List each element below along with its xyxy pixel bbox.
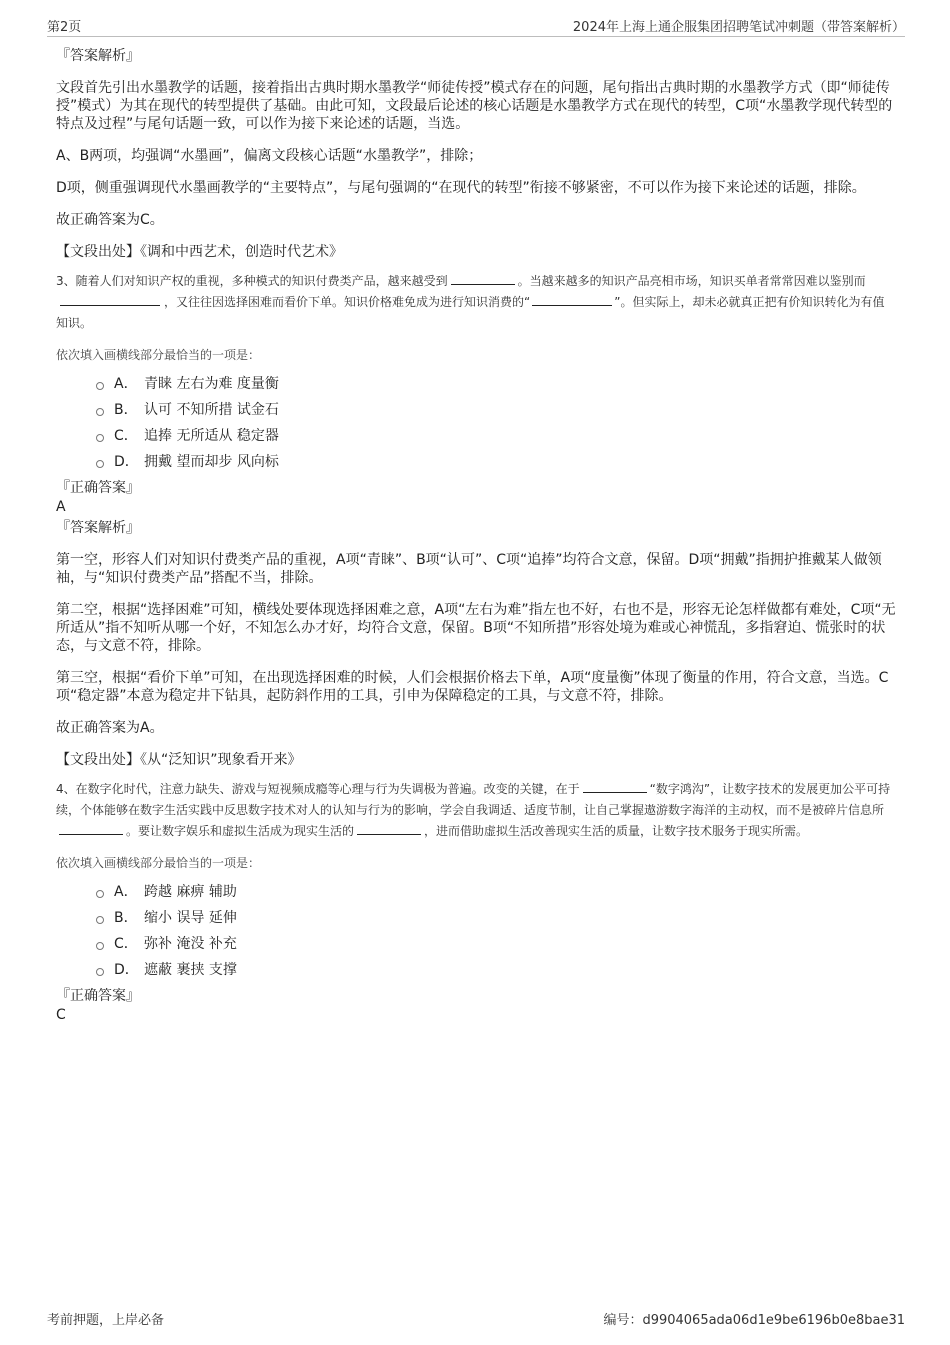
option-b[interactable]: B． 缩小 误导 延伸 xyxy=(56,908,896,934)
correct-answer: A xyxy=(56,499,66,515)
blank-line xyxy=(357,822,421,835)
analysis-heading: 『答案解析』 xyxy=(56,520,140,536)
blank-line xyxy=(451,272,515,285)
document-code: 编号：d9904065ada06d1e9be6196b0e8bae31 xyxy=(603,1313,905,1328)
option-c[interactable]: C． 弥补 淹没 补充 xyxy=(56,934,896,960)
analysis-paragraph: 文段首先引出水墨教学的话题，接着指出古典时期水墨教学“师徒传授”模式存在的问题，尾句指出古典时期的水墨教学方式（即“师徒传授”模式）为其在现代的转型提供了基础。由此可知，文段最后论述的核心话题是水墨教学方式在现代的转型，C项“水墨教学现代转型的特点及过程”与尾句话题一致，可以作为接下来论述的话题，当选。 xyxy=(56,80,893,132)
option-c[interactable]: C． 追捧 无所适从 稳定器 xyxy=(56,426,896,452)
radio-button-icon[interactable] xyxy=(96,968,104,976)
document-title: 2024年上海上通企服集团招聘笔试冲刺题（带答案解析） xyxy=(572,20,905,35)
document-body xyxy=(56,46,896,1024)
footer-slogan: 考前押题，上岸必备 xyxy=(47,1313,165,1328)
analysis-paragraph: D项，侧重强调现代水墨画教学的“主要特点”，与尾句强调的“在现代的转型”衔接不够紧密，不可以作为接下来论述的话题，排除。 xyxy=(56,180,866,196)
radio-button-icon[interactable] xyxy=(96,890,104,898)
option-b[interactable]: B． 认可 不知所措 试金石 xyxy=(56,400,896,426)
analysis-heading: 『答案解析』 xyxy=(56,48,140,64)
radio-button-icon[interactable] xyxy=(96,916,104,924)
correct-answer-heading: 『正确答案』 xyxy=(56,480,140,496)
blank-line xyxy=(583,780,647,793)
radio-button-icon[interactable] xyxy=(96,942,104,950)
analysis-paragraph: A、B两项，均强调“水墨画”，偏离文段核心话题“水墨教学”，排除； xyxy=(56,148,483,164)
option-d[interactable]: D． 拥戴 望而却步 风向标 xyxy=(56,452,896,478)
question-3-stem: 3、随着人们对知识产权的重视，多种模式的知识付费类产品，越来越受到 。当越来越多的知识产品亮相市场，知识买单者常常因难以鉴别而，又往往因选择困难而看价下单。知识价格难免成为进行知识消费的“ ”。但实际上，却未必就真正把有价知识转化为有值知识。 xyxy=(56,274,885,330)
correct-answer-heading: 『正确答案』 xyxy=(56,988,140,1004)
blank-line xyxy=(59,822,123,835)
radio-button-icon[interactable] xyxy=(96,382,104,390)
radio-button-icon[interactable] xyxy=(96,434,104,442)
analysis-paragraph: 第二空，根据“选择困难”可知，横线处要体现选择困难之意，A项“左右为难”指左也不好，右也不是，形容无论怎样做都有难处，C项“无所适从”指不知听从哪一个好，不知怎么办才好，均符合文意，保留。B项“不知所措”形容处境为难或心神慌乱，多指窘迫、慌张时的状态，与文意不符，排除。 xyxy=(56,602,896,654)
question-3-options xyxy=(56,374,896,478)
question-prompt: 依次填入画横线部分最恰当的一项是： xyxy=(56,856,261,870)
answer-summary: 故正确答案为C。 xyxy=(56,212,164,228)
source-citation: 【文段出处】《调和中西艺术，创造时代艺术》 xyxy=(56,244,343,260)
page-footer xyxy=(47,1307,905,1329)
correct-answer: C xyxy=(56,1007,66,1023)
blank-line xyxy=(532,293,612,306)
question-prompt: 依次填入画横线部分最恰当的一项是： xyxy=(56,348,261,362)
page-header xyxy=(47,14,905,37)
radio-button-icon[interactable] xyxy=(96,408,104,416)
answer-summary: 故正确答案为A。 xyxy=(56,720,164,736)
source-citation: 【文段出处】《从“泛知识”现象看开来》 xyxy=(56,752,302,768)
question-4-options xyxy=(56,882,896,986)
analysis-paragraph: 第三空，根据“看价下单”可知，在出现选择困难的时候，人们会根据价格去下单，A项“度量衡”体现了衡量的作用，符合文意，当选。C项“稳定器”本意为稳定井下钻具，起防斜作用的工具，引申为保障稳定的工具，与文意不符，排除。 xyxy=(56,670,889,704)
analysis-paragraph: 第一空，形容人们对知识付费类产品的重视，A项“青睐”、B项“认可”、C项“追捧”均符合文意，保留。D项“拥戴”指拥护推戴某人做领袖，与“知识付费类产品”搭配不当，排除。 xyxy=(56,552,882,586)
radio-button-icon[interactable] xyxy=(96,460,104,468)
page-number: 第2页 xyxy=(47,20,82,35)
option-a[interactable]: A． 青睐 左右为难 度量衡 xyxy=(56,374,896,400)
question-4-stem: 4、在数字化时代，注意力缺失、游戏与短视频成瘾等心理与行为失调极为普遍。改变的关键，在于 “数字鸿沟”，让数字技术的发展更加公平可持续，个体能够在数字生活实践中反思数字技术对人的认知与行为的影响，学会自我调适、适度节制，让自己掌握遨游数字海洋的主动权，而不是被碎片信息所。要让数字娱乐和虚拟生活成为现实生活的 ，进而借助虚拟生活改善现实生活的质量，让数字技术服务于现实所需。 xyxy=(56,782,891,838)
option-a[interactable]: A． 跨越 麻痹 辅助 xyxy=(56,882,896,908)
blank-line xyxy=(60,293,160,306)
option-d[interactable]: D． 遮蔽 裹挟 支撑 xyxy=(56,960,896,986)
